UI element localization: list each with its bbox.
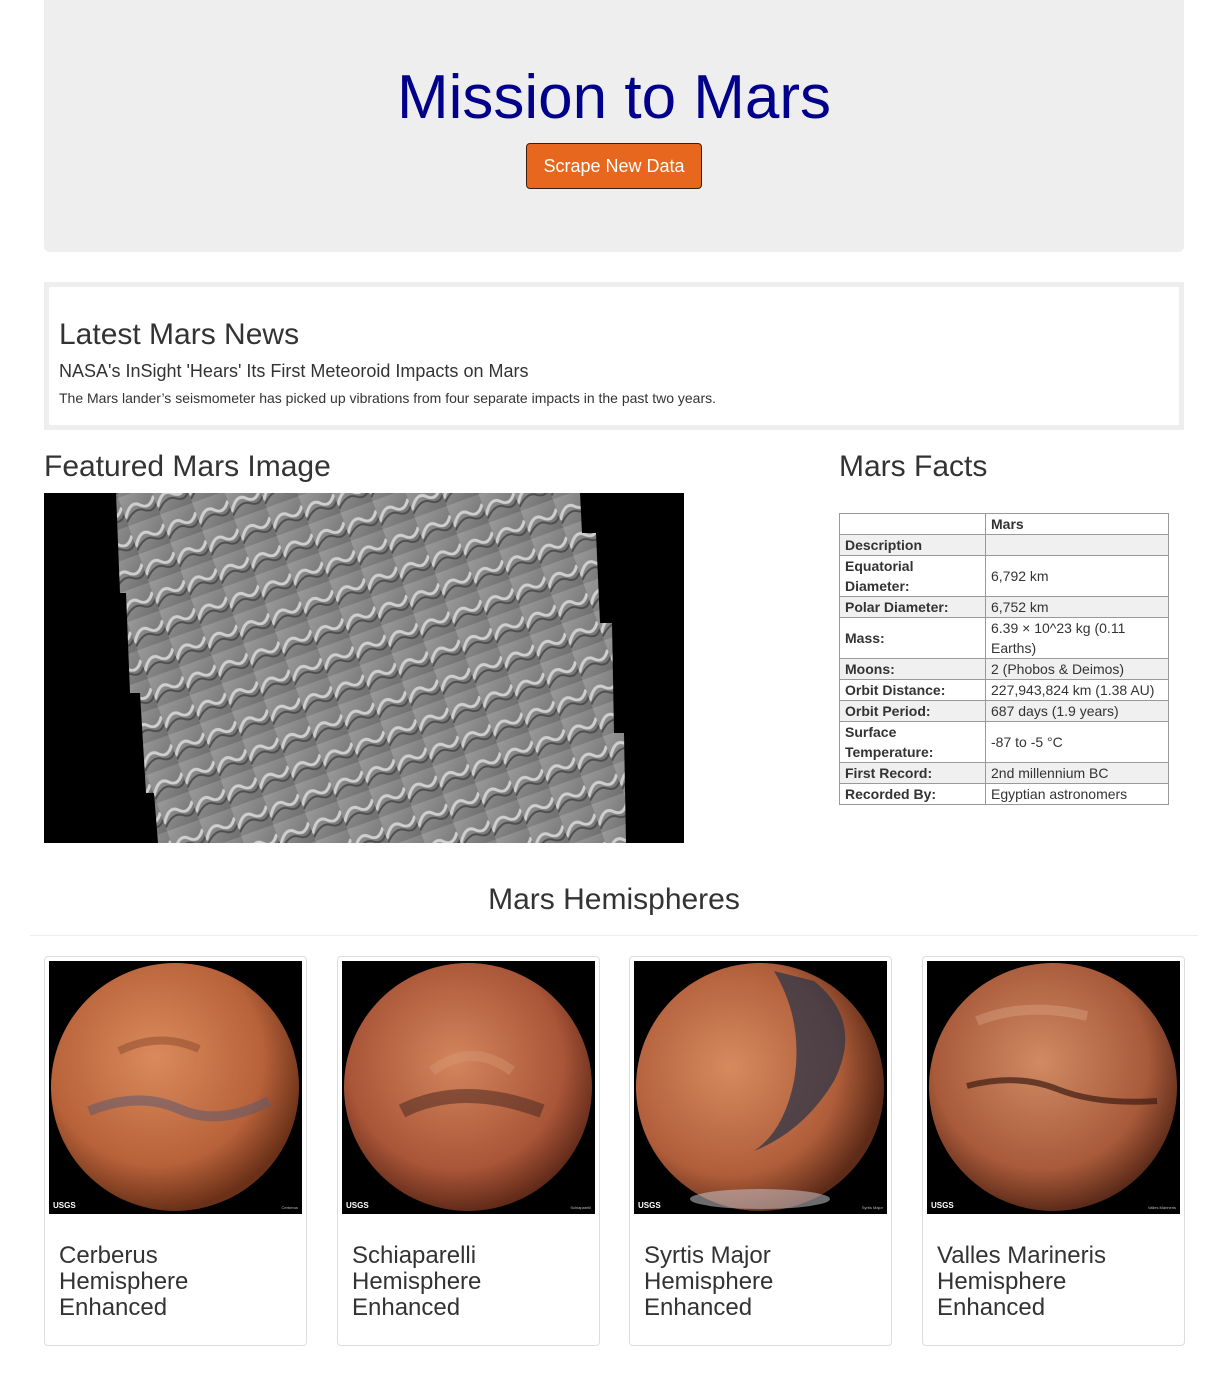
hemisphere-card-valles-marineris bbox=[922, 956, 1185, 1346]
jumbotron bbox=[44, 0, 1184, 252]
featured-image bbox=[44, 493, 684, 843]
facts-heading: Mars Facts bbox=[839, 450, 988, 483]
news-paragraph: The Mars lander’s seismometer has picked up vibrations from four separate impacts in the past two years. bbox=[59, 390, 716, 406]
hemispheres-heading: Mars Hemispheres bbox=[488, 883, 740, 916]
fact-key: Polar Diameter: bbox=[840, 597, 986, 618]
facts-header-empty bbox=[840, 514, 986, 535]
fact-key: Orbit Distance: bbox=[840, 680, 986, 701]
hemisphere-title[interactable]: Schiaparelli Hemisphere Enhanced bbox=[352, 1242, 482, 1321]
fact-value: 6,792 km bbox=[986, 556, 1169, 597]
hemisphere-card-syrtis-major bbox=[629, 956, 892, 1346]
page-title: Mission to Mars bbox=[396, 63, 832, 132]
table-row bbox=[840, 597, 1169, 618]
hemisphere-image[interactable] bbox=[342, 961, 595, 1214]
fact-value: 687 days (1.9 years) bbox=[986, 701, 1169, 722]
fact-key: First Record: bbox=[840, 763, 986, 784]
image-label: Schiaparelli bbox=[570, 1205, 591, 1210]
hemisphere-image[interactable] bbox=[49, 961, 302, 1214]
hemisphere-card-cerberus bbox=[44, 956, 307, 1346]
fact-value: 6,752 km bbox=[986, 597, 1169, 618]
fact-key: Recorded By: bbox=[840, 784, 986, 805]
table-row bbox=[840, 763, 1169, 784]
fact-key: Moons: bbox=[840, 659, 986, 680]
hemisphere-image[interactable] bbox=[927, 961, 1180, 1214]
hemisphere-card-schiaparelli bbox=[337, 956, 600, 1346]
image-label: Valles Marineris bbox=[1147, 1205, 1176, 1210]
fact-key: Orbit Period: bbox=[840, 701, 986, 722]
fact-value: -87 to -5 °C bbox=[986, 722, 1169, 763]
table-row bbox=[840, 556, 1169, 597]
news-title: NASA's InSight 'Hears' Its First Meteoroid Impacts on Mars bbox=[59, 361, 529, 381]
image-label: Cerberus bbox=[281, 1205, 298, 1210]
scrape-button[interactable]: Scrape New Data bbox=[526, 143, 702, 189]
usgs-logo: USGS bbox=[931, 1201, 954, 1210]
table-row bbox=[840, 535, 1169, 556]
image-label: Syrtis Major bbox=[861, 1205, 883, 1210]
table-row bbox=[840, 784, 1169, 805]
divider bbox=[30, 935, 1198, 936]
table-row bbox=[840, 701, 1169, 722]
usgs-logo: USGS bbox=[638, 1201, 661, 1210]
fact-key: Mass: bbox=[840, 618, 986, 659]
fact-value bbox=[986, 535, 1169, 556]
facts-table bbox=[839, 513, 1169, 805]
table-row bbox=[840, 680, 1169, 701]
hemisphere-title[interactable]: Syrtis Major Hemisphere Enhanced bbox=[644, 1242, 774, 1321]
fact-value: 2nd millennium BC bbox=[986, 763, 1169, 784]
hemisphere-title[interactable]: Valles Marineris Hemisphere Enhanced bbox=[937, 1242, 1106, 1321]
facts-header-mars: Mars bbox=[986, 514, 1169, 535]
fact-value: 6.39 × 10^23 kg (0.11 Earths) bbox=[986, 618, 1169, 659]
news-heading: Latest Mars News bbox=[59, 318, 300, 351]
table-row bbox=[840, 618, 1169, 659]
usgs-logo: USGS bbox=[53, 1201, 76, 1210]
hemisphere-title[interactable]: Cerberus Hemisphere Enhanced bbox=[59, 1242, 189, 1321]
fact-key: Equatorial Diameter: bbox=[840, 556, 986, 597]
fact-value: 2 (Phobos & Deimos) bbox=[986, 659, 1169, 680]
fact-key: Description bbox=[840, 535, 986, 556]
fact-value: 227,943,824 km (1.38 AU) bbox=[986, 680, 1169, 701]
news-panel bbox=[44, 282, 1184, 430]
fact-key: Surface Temperature: bbox=[840, 722, 986, 763]
fact-value: Egyptian astronomers bbox=[986, 784, 1169, 805]
table-row bbox=[840, 722, 1169, 763]
table-row bbox=[840, 659, 1169, 680]
hemisphere-image[interactable] bbox=[634, 961, 887, 1214]
featured-image-heading: Featured Mars Image bbox=[44, 450, 331, 483]
usgs-logo: USGS bbox=[346, 1201, 369, 1210]
